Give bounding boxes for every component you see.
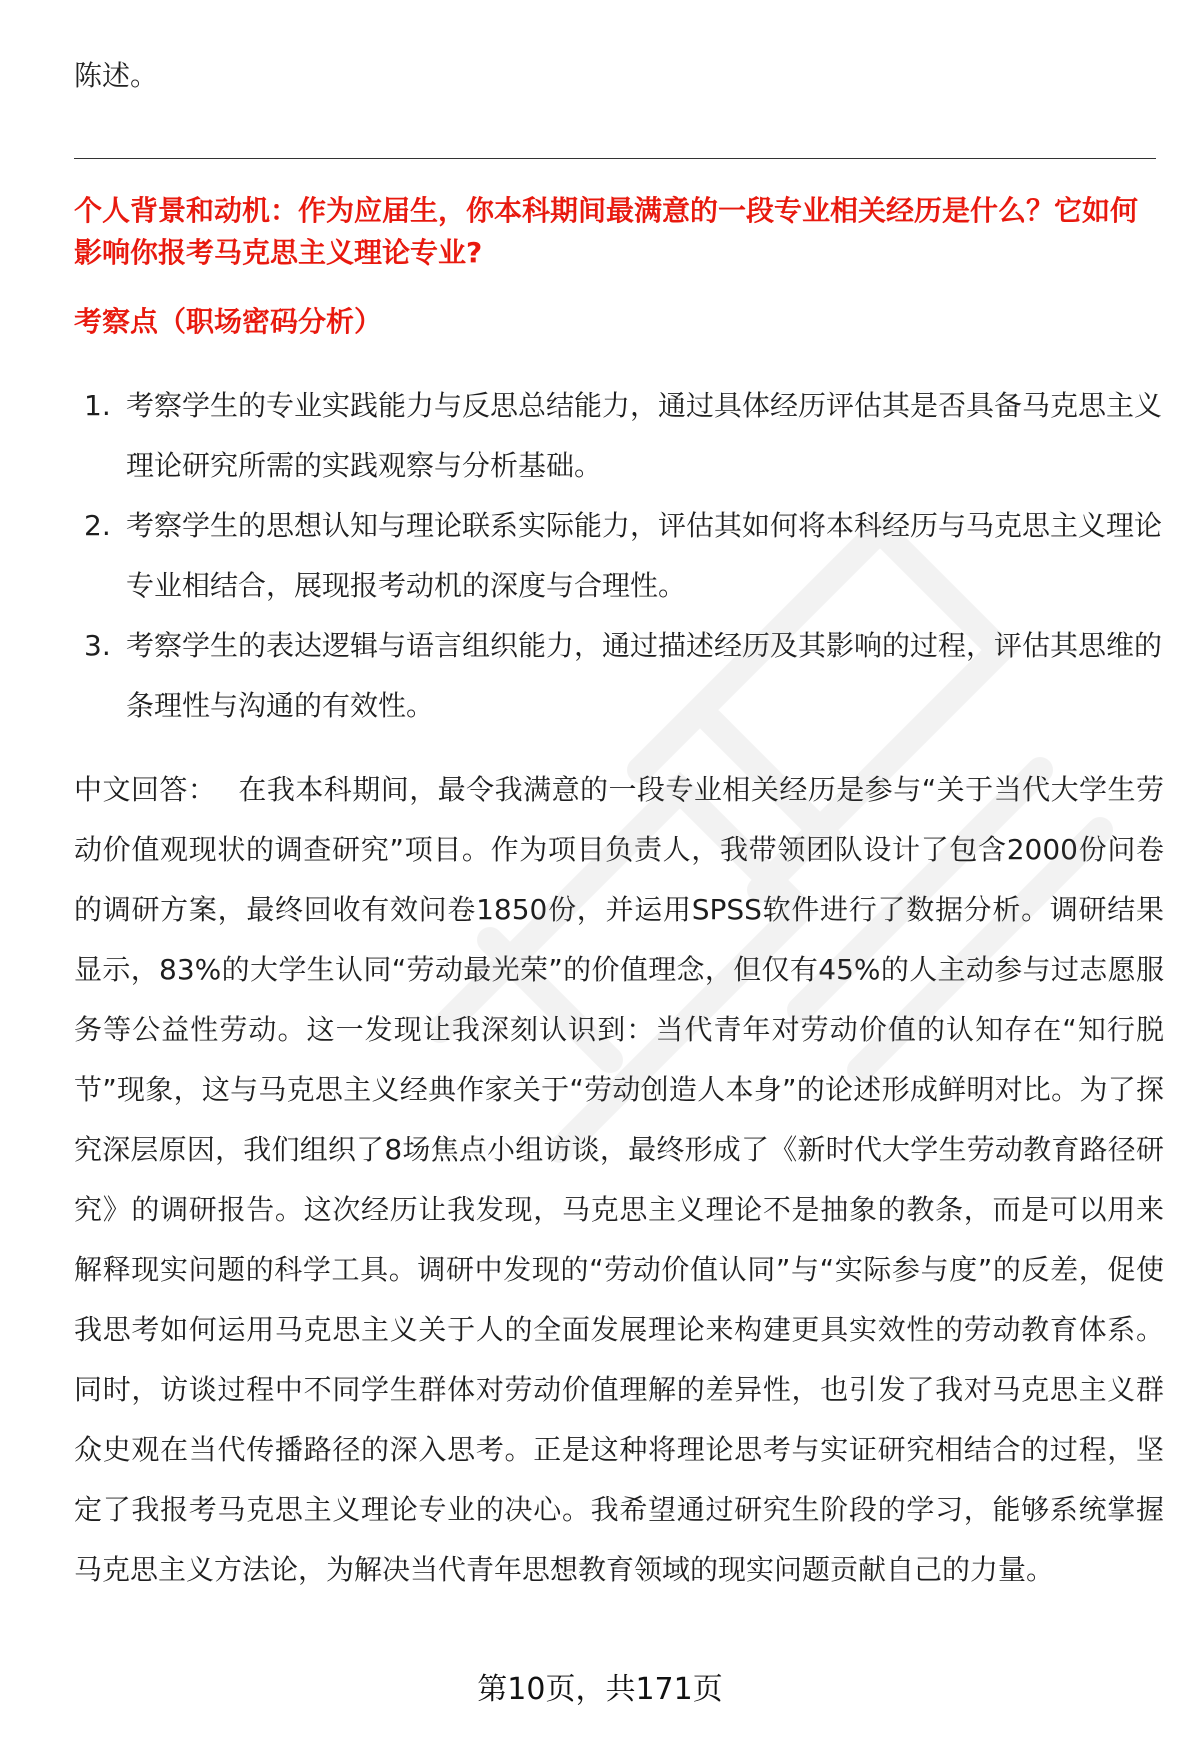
continued-text: 陈述。 [74,59,159,92]
section-heading: 考察点（职场密码分析） [74,305,383,338]
list-number: 3. [84,629,111,662]
list-item-text: 考察学生的专业实践能力与反思总结能力，通过具体经历评估其是否具备马克思主义理论研究所需的实践观察与分析基础。 [126,389,1163,482]
list-item [74,616,1164,736]
assessment-points-list [74,376,1164,736]
question-heading: 个人背景和动机：作为应届生，你本科期间最满意的一段专业相关经历是什么？它如何影响你报考马克思主义理论专业? [74,194,1139,269]
list-item [74,376,1164,496]
list-number: 2. [84,509,111,542]
list-number: 1. [84,389,111,422]
divider [74,158,1156,159]
list-item-text: 考察学生的思想认知与理论联系实际能力，评估其如何将本科经历与马克思主义理论专业相结合，展现报考动机的深度与合理性。 [126,509,1163,602]
page-footer: 第10页，共171页 [477,1672,723,1707]
answer-label: 中文回答： [74,773,217,806]
list-item [74,496,1164,616]
answer-paragraph [74,760,1164,1600]
answer-text: 在我本科期间，最令我满意的一段专业相关经历是参与“关于当代大学生劳动价值观现状的调查研究”项目。作为项目负责人，我带领团队设计了包含2000份问卷的调研方案，最终回收有效问卷1850份，并运用SPSS软件进行了数据分析。调研结果显示，83%的大学生认同“劳动最光荣”的价值理念，但仅有45%的人主动参与过志愿服务等公益性劳动。这一发现让我深刻认识到：当代青年对劳动价值的认知存在“知行脱节”现象，这与马克思主义经典作家关于“劳动创造人本身”的论述形成鲜明对比。为了探究深层原因，我们组织了8场焦点小组访谈，最终形成了《新时代大学生劳动教育路径研究》的调研报告。这次经历让我发现，马克思主义理论不是抽象的教条，而是可以用来解释现实问题的科学工具。调研中发现的“劳动价值认同”与“实际参与度”的反差，促使我思考如何运用马克思主义关于人的全面发展理论来构建更具实效性的劳动教育体系。同时，访谈过程中不同学生群体对劳动价值理解的差异性，也引发了我对马克思主义群众史观在当代传播路径的深入思考。正是这种将理论思考与实证研究相结合的过程，坚定了我报考马克思主义理论专业的决心。我希望通过研究生阶段的学习，能够系统掌握马克思主义方法论，为解决当代青年思想教育领域的现实问题贡献自己的力量。 [74,773,1164,1586]
list-item-text: 考察学生的表达逻辑与语言组织能力，通过描述经历及其影响的过程，评估其思维的条理性与沟通的有效性。 [126,629,1163,722]
